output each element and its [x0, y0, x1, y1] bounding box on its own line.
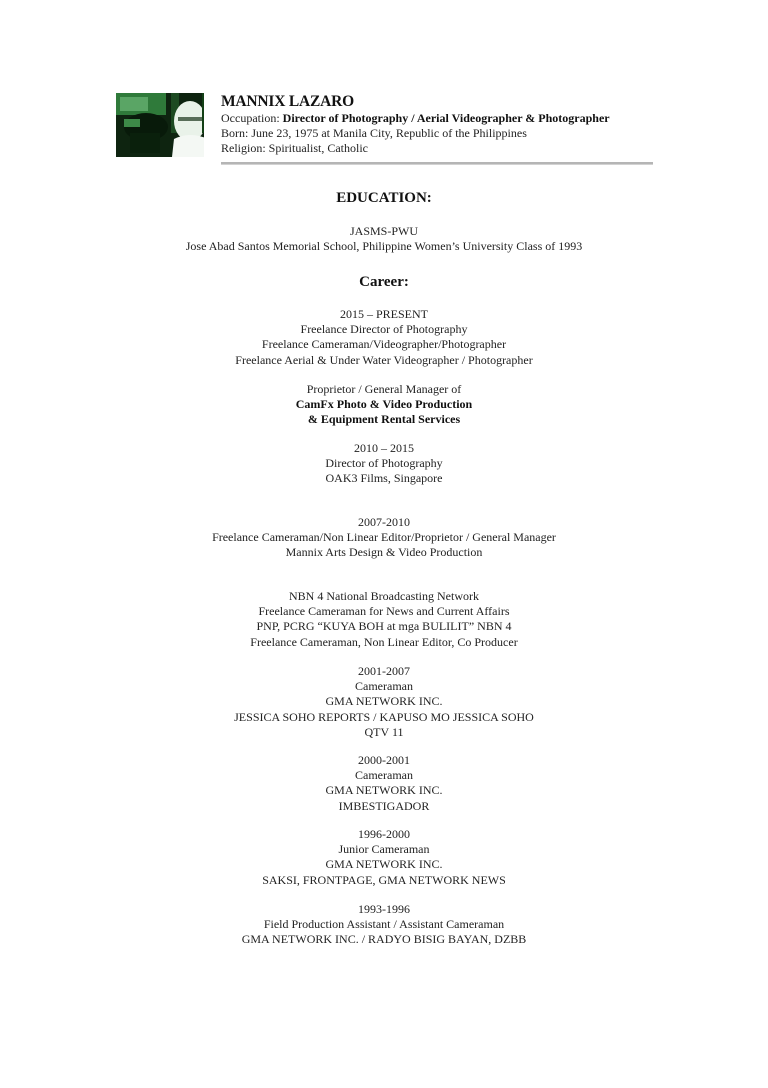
career-program: IMBESTIGADOR	[338, 798, 430, 813]
career-role: Freelance Cameraman for News and Current Affairs	[258, 604, 510, 619]
company-name: CamFx Photo & Video Production	[295, 397, 473, 412]
career-program: PNP, PCRG “KUYA BOH at mga BULILIT” NBN 4	[256, 619, 512, 634]
career-entry	[0, 753, 768, 814]
career-program: QTV 11	[364, 724, 404, 739]
career-company: GMA NETWORK INC.	[325, 694, 443, 709]
career-program: SAKSI, FRONTPAGE, GMA NETWORK NEWS	[262, 872, 506, 887]
career-entry	[0, 441, 768, 487]
career-company: GMA NETWORK INC.	[325, 857, 443, 872]
career-entry	[0, 664, 768, 740]
career-company: Mannix Arts Design & Video Production	[285, 545, 483, 560]
occupation-value: Director of Photography / Aerial Videographer & Photographer	[282, 111, 610, 125]
career-role: Junior Cameraman	[338, 842, 430, 857]
career-role: Freelance Cameraman, Non Linear Editor, Co Producer	[250, 634, 518, 649]
occupation-line	[221, 111, 661, 126]
career-role: Cameraman	[355, 768, 413, 783]
career-section	[0, 273, 768, 291]
education-details	[0, 224, 768, 254]
career-role: Proprietor / General Manager of	[306, 382, 462, 396]
person-name: MANNIX LAZARO	[221, 93, 355, 110]
education-line: Jose Abad Santos Memorial School, Philippine Women’s University Class of 1993	[185, 239, 583, 254]
career-role: Freelance Director of Photography	[300, 322, 468, 337]
career-entry	[0, 307, 768, 368]
career-company: OAK3 Films, Singapore	[325, 471, 443, 486]
occupation-label: Occupation:	[221, 111, 280, 125]
career-company: NBN 4 National Broadcasting Network	[289, 589, 479, 603]
career-role: Freelance Cameraman/Videographer/Photographer	[261, 337, 507, 352]
career-role: Freelance Cameraman/Non Linear Editor/Proprietor / General Manager	[212, 530, 556, 545]
career-period: 1996-2000	[358, 827, 410, 841]
career-entry	[0, 902, 768, 948]
career-company: GMA NETWORK INC.	[325, 783, 443, 798]
career-period: 2007-2010	[358, 515, 410, 529]
career-period: 1993-1996	[358, 902, 410, 916]
career-program: JESSICA SOHO REPORTS / KAPUSO MO JESSICA SOHO	[234, 709, 534, 724]
career-role: Director of Photography	[325, 456, 443, 471]
education-line: JASMS-PWU	[349, 224, 418, 238]
career-role: Field Production Assistant / Assistant Cameraman	[263, 917, 505, 932]
career-period: 2015 – PRESENT	[339, 307, 428, 321]
profile-photo-image	[116, 93, 210, 157]
profile-photo	[116, 93, 210, 157]
career-entry	[0, 827, 768, 888]
career-company: GMA NETWORK INC. / RADYO BISIG BAYAN, DZBB	[241, 932, 527, 947]
career-entry	[0, 382, 768, 428]
career-period: 2000-2001	[358, 753, 410, 767]
career-period: 2001-2007	[358, 664, 410, 678]
career-period: 2010 – 2015	[354, 441, 414, 455]
birth-line: Born: June 23, 1975 at Manila City, Republic of the Philippines	[221, 126, 527, 140]
education-section	[0, 189, 768, 207]
career-entry	[0, 515, 768, 561]
resume-header	[221, 92, 661, 156]
career-entry	[0, 589, 768, 650]
career-role: Cameraman	[355, 679, 413, 694]
header-divider	[221, 162, 653, 165]
religion-line: Religion: Spiritualist, Catholic	[221, 141, 368, 155]
company-name: & Equipment Rental Services	[307, 412, 461, 427]
education-heading: EDUCATION:	[336, 190, 432, 206]
career-heading: Career:	[359, 274, 409, 290]
career-role: Freelance Aerial & Under Water Videographer / Photographer	[235, 352, 533, 367]
